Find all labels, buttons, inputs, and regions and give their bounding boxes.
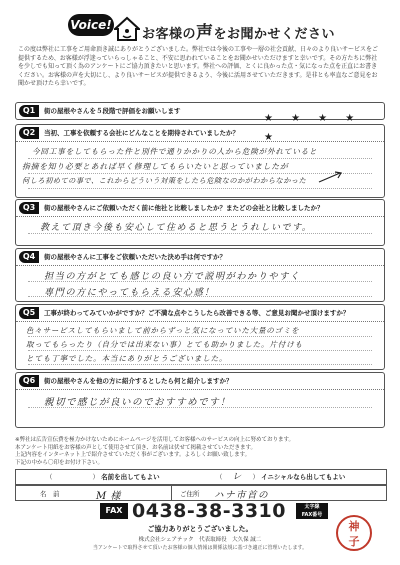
seal-stamp (336, 515, 372, 551)
company-info: 株式会社シェアテック 代表取締役 大久保 誠二 (138, 537, 262, 543)
star-icon: ★ (264, 113, 273, 124)
stamp-char: 子 (348, 535, 360, 548)
address-label: ご住所 (180, 490, 200, 498)
star-icon: ★ (291, 113, 301, 124)
note-line: ※弊社は広告宣伝費を極力かけないためにホームページを活用してお客様へのサービスの向上に努めております。 (15, 437, 295, 443)
privacy-note: 当アンケートで取得させて頂いたお客様の個人情報は関係法規に基づき適正に管理いたします。 (92, 545, 308, 551)
question-header (16, 249, 384, 266)
fax-tag-line: FAX番号 (301, 512, 323, 518)
choice-label: 名前を出してもよい (101, 473, 160, 481)
answer-line: 親切で感じが良いのでおすすめです！ (44, 397, 232, 408)
answer-line: 取ってもらったり（自分では出来ない事）とても助かりました。片付けも (26, 340, 303, 349)
star-icon: ★ (345, 113, 355, 124)
title-big: 声 (196, 23, 214, 43)
header (0, 0, 400, 87)
question-text: 工事が終わってみていかがですか？ご不満な点やこうしたら改善できる等、ご意見お聞かせ頂けますか？ (44, 309, 350, 317)
question-number: Q5 (19, 307, 39, 319)
fax-tag-line: 太字線 (304, 504, 320, 510)
question-number: Q1 (19, 105, 39, 117)
question-number: Q6 (19, 375, 39, 387)
answer-line: 指摘を知り必要とあれば早く修理してもらいたいと思っていましたが (22, 162, 289, 171)
name-disclosure-choice (15, 469, 387, 485)
note-line: 本アンケート用紙をお客様の声として使用させて頂き、お名前は伏せて掲載させていただきます。 (15, 444, 257, 451)
note-line: 下記の中から〇印をお付け下さい。 (15, 459, 104, 466)
fax-row (100, 500, 323, 522)
note-line: 上記内容をインターネット上で紹介させていただく事がございます。よろしくお願い致します。 (15, 452, 251, 458)
choice-full-name[interactable]: （ ） 名前を出してもよい (46, 473, 160, 481)
name-label: 名 前 (40, 490, 60, 498)
question-number: Q3 (19, 202, 39, 214)
question-number: Q2 (19, 127, 39, 139)
question-2 (15, 124, 385, 198)
answer-line: 何しろ初めての事で、これからどういう対策をしたら危険なのかがわからなかった (22, 176, 307, 185)
star-icon: ★ (264, 132, 273, 143)
answer-line: 今回工事をしてもらった件と別件で通りかかりの人から危険が外れていると (32, 147, 318, 156)
address-value: ハナ市首の (214, 490, 270, 501)
title-suffix: をお聞かせください (213, 27, 336, 42)
star-icon: ★ (318, 113, 328, 124)
question-text: 街の屋根やさんにご依頼いただく前に他社と比較しましたか？またどの会社と比較しましたか？ (44, 204, 324, 212)
name-value: M 様 (96, 491, 121, 502)
thanks-text: ご協力ありがとうございました。 (147, 525, 253, 533)
voice-badge: Voice! (68, 14, 114, 36)
answer-line: 色々サービスしてもらいまして前からずっと気になっていた大量のゴミを (26, 326, 300, 335)
question-3 (15, 199, 385, 246)
choice-label: イニシャルなら出してもよい (261, 473, 346, 481)
question-4 (15, 248, 385, 302)
house-icon (114, 16, 140, 42)
answer-line: 担当の方がとても感じの良い方で説明がわかりやすく (44, 271, 301, 282)
question-text: 街の屋根やさんを５段階で評価をお願いします (44, 107, 181, 115)
question-header (16, 305, 384, 322)
answer-line: 教えて頂き今後も安心して住めると思うとうれしいです。 (40, 223, 313, 233)
title-prefix: お客様の (142, 27, 197, 42)
question-header (16, 373, 384, 390)
question-text: 街の屋根やさんに工事をご依頼いただいた決め手は何ですか？ (44, 253, 226, 261)
fax-tag (296, 503, 328, 519)
question-text: 当初、工事を依頼する会社にどんなことを期待されていましたか？ (44, 129, 239, 137)
choice-initials[interactable]: （ レ ） イニシャルなら出してもよい (216, 472, 346, 482)
question-5 (15, 304, 385, 370)
question-number: Q4 (19, 251, 39, 263)
pen-arrow-mark (318, 170, 344, 184)
choice-mark: レ (232, 472, 243, 482)
stamp-char: 神 (348, 520, 360, 533)
answer-line: とても丁寧でした。本当にありがとうございました。 (26, 354, 228, 363)
page-title (142, 18, 335, 43)
intro-text: この度は弊社に工事をご用命頂き誠にありがとうございました。弊社では今後の工事や一層の社会貢献、日々のより良いサービスをご提供するため、お客様が浮迷っていらっしゃること、不安に思われていることをお聞かせいただけますと幸いです。その方たちに弊社を少しでも知って頂く為のアンケートにご協力頂きたいと思います。弊社への評価、とくに良かった点・気になった点を正直にお書きください。お客様の声を大切にし、より良いサービスが提供できるよう、今後に活用させていただきます。是非とも率直なご意見をお聞かせ頂けたら幸いです。 (18, 46, 379, 87)
notes (15, 437, 385, 467)
fax-number: 0438-38-3310 (132, 500, 286, 522)
customer-info (15, 485, 387, 501)
question-header (16, 200, 384, 217)
question-header (16, 125, 384, 142)
question-6 (15, 372, 385, 428)
question-text: 街の屋根やさんを他の方に紹介するとしたら何と紹介しますか？ (44, 377, 233, 385)
answer-line: 専門の方にやってもらえる安心感！ (44, 287, 215, 298)
fax-badge: FAX (100, 503, 128, 519)
